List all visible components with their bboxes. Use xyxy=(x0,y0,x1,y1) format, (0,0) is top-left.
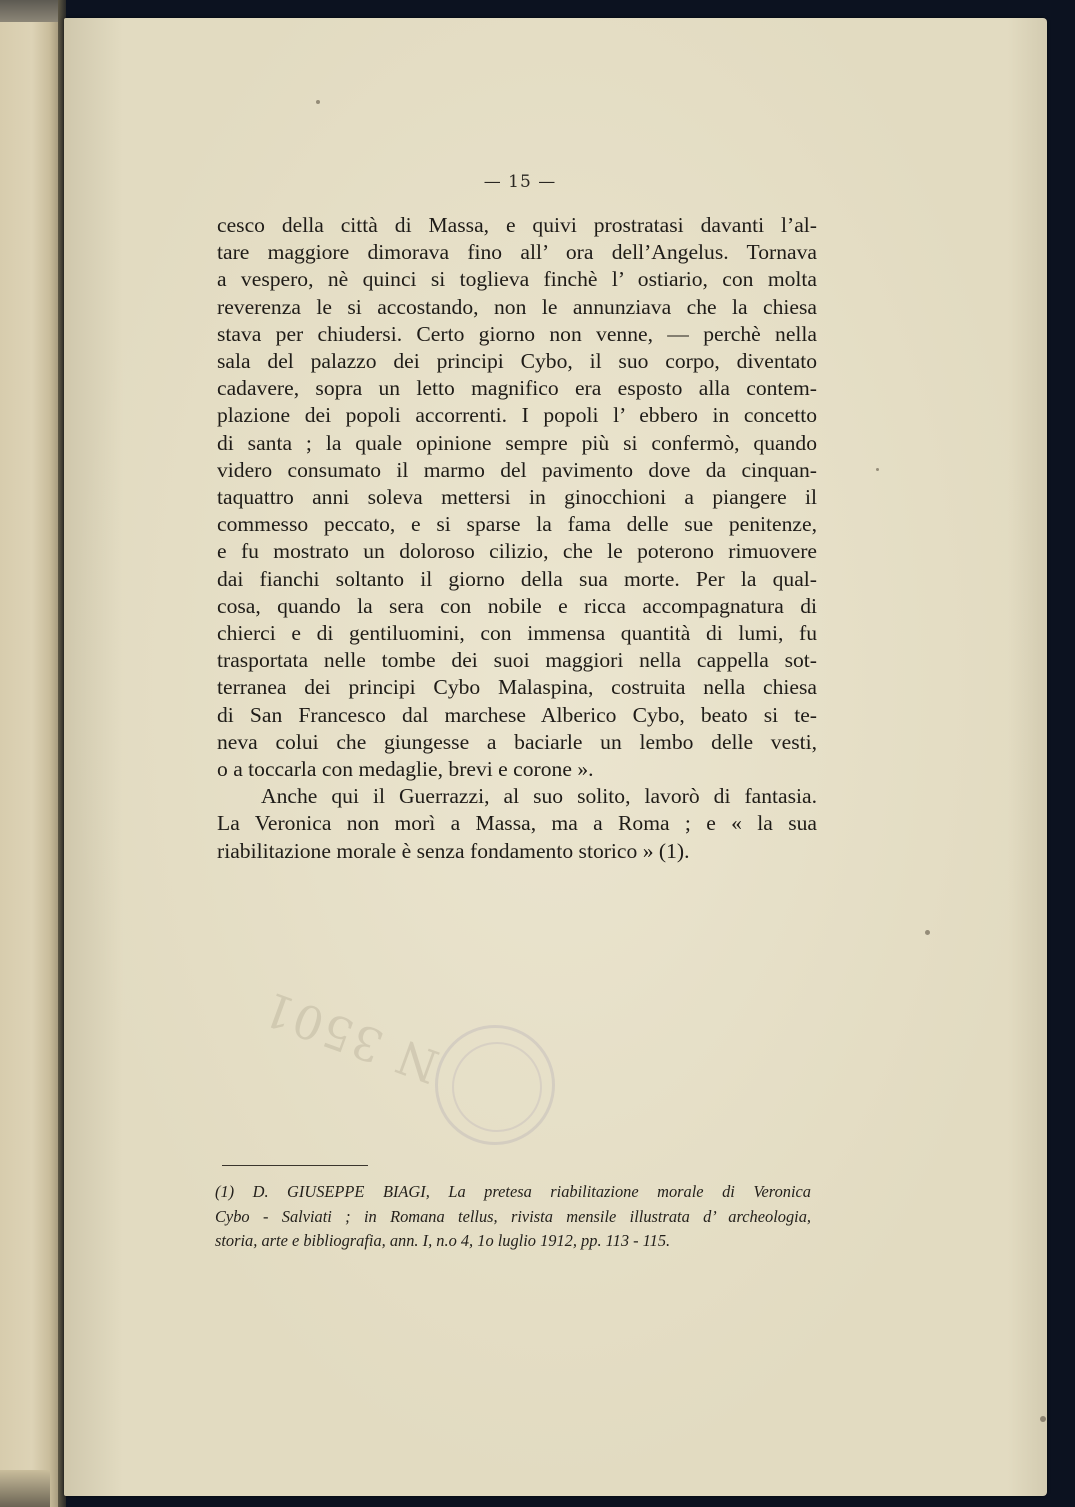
main-text xyxy=(217,212,817,865)
text-line: plazione dei popoli accorrenti. I popoli l’ ebbero in concetto xyxy=(217,403,817,428)
paper-speck xyxy=(316,100,320,104)
page-number: — 15 — xyxy=(483,172,557,192)
text-line: terranea dei principi Cybo Malaspina, costruita nella chiesa xyxy=(217,675,817,700)
text-line: riabilitazione morale è senza fondamento storico » (1). xyxy=(217,838,690,863)
library-stamp-inner-ring xyxy=(452,1042,542,1132)
text-line: cosa, quando la sera con nobile e ricca accompagnatura di xyxy=(217,593,817,618)
text-line: a vespero, nè quinci si toglieva finchè l’ ostiario, con molta xyxy=(217,267,817,292)
text-line: videro consumato il marmo del pavimento dove da cinquan- xyxy=(217,457,817,482)
footnote xyxy=(215,1180,811,1254)
text-line: reverenza le si accostando, non le annunziava che la chiesa xyxy=(217,294,817,319)
text-line: e fu mostrato un doloroso cilizio, che le poterono rimuovere xyxy=(217,539,817,564)
footnote-separator xyxy=(222,1165,368,1166)
text-line: di santa ; la quale opinione sempre più si confermò, quando xyxy=(217,430,817,455)
paper-speck xyxy=(876,468,879,471)
footnote-line: storia, arte e bibliografia, ann. I, n.o 4, 1o luglio 1912, pp. 113 - 115. xyxy=(215,1231,671,1250)
text-line: sala del palazzo dei principi Cybo, il suo corpo, diventato xyxy=(217,349,817,374)
paper-speck xyxy=(925,930,930,935)
left-page-corner-top xyxy=(0,0,62,22)
text-line: cadavere, sopra un letto magnifico era esposto alla contem- xyxy=(217,376,817,401)
text-line: tare maggiore dimorava fino all’ ora dell’Angelus. Tornava xyxy=(217,240,817,265)
text-line: chierci e di gentiluomini, con immensa quantità di lumi, fu xyxy=(217,621,817,646)
text-line: neva colui che giungesse a baciarle un lembo delle vesti, xyxy=(217,729,817,754)
paper-speck xyxy=(1040,1416,1046,1422)
left-page-corner-bottom xyxy=(0,1470,50,1507)
library-stamp xyxy=(435,1025,555,1145)
text-line: La Veronica non morì a Massa, ma a Roma ; e « la sua xyxy=(217,811,817,836)
text-line: trasportata nelle tombe dei suoi maggiori nella cappella sot- xyxy=(217,648,817,673)
text-line: o a toccarla con medaglie, brevi e corone ». xyxy=(217,757,594,782)
text-line: commesso peccato, e si sparse la fama delle sue penitenze, xyxy=(217,512,817,537)
footnote-line: (1) D. GIUSEPPE BIAGI, La pretesa riabilitazione morale di Veronica xyxy=(215,1182,811,1201)
text-line: di San Francesco dal marchese Alberico Cybo, beato si te- xyxy=(217,702,817,727)
left-page-edge xyxy=(0,0,58,1507)
text-line: cesco della città di Massa, e quivi prostratasi davanti l’al- xyxy=(217,213,817,237)
text-line: Anche qui il Guerrazzi, al suo solito, lavorò di fantasia. xyxy=(261,784,817,809)
text-line: dai fianchi soltanto il giorno della sua morte. Per la qual- xyxy=(217,566,817,591)
text-line: stava per chiudersi. Certo giorno non venne, — perchè nella xyxy=(217,321,817,346)
footnote-line: Cybo - Salviati ; in Romana tellus, rivista mensile illustrata d’ archeologia, xyxy=(215,1206,811,1226)
text-line: taquattro anni soleva mettersi in ginocchioni a piangere il xyxy=(217,485,817,510)
bleed-through-mark: N 3501 xyxy=(254,980,446,1094)
